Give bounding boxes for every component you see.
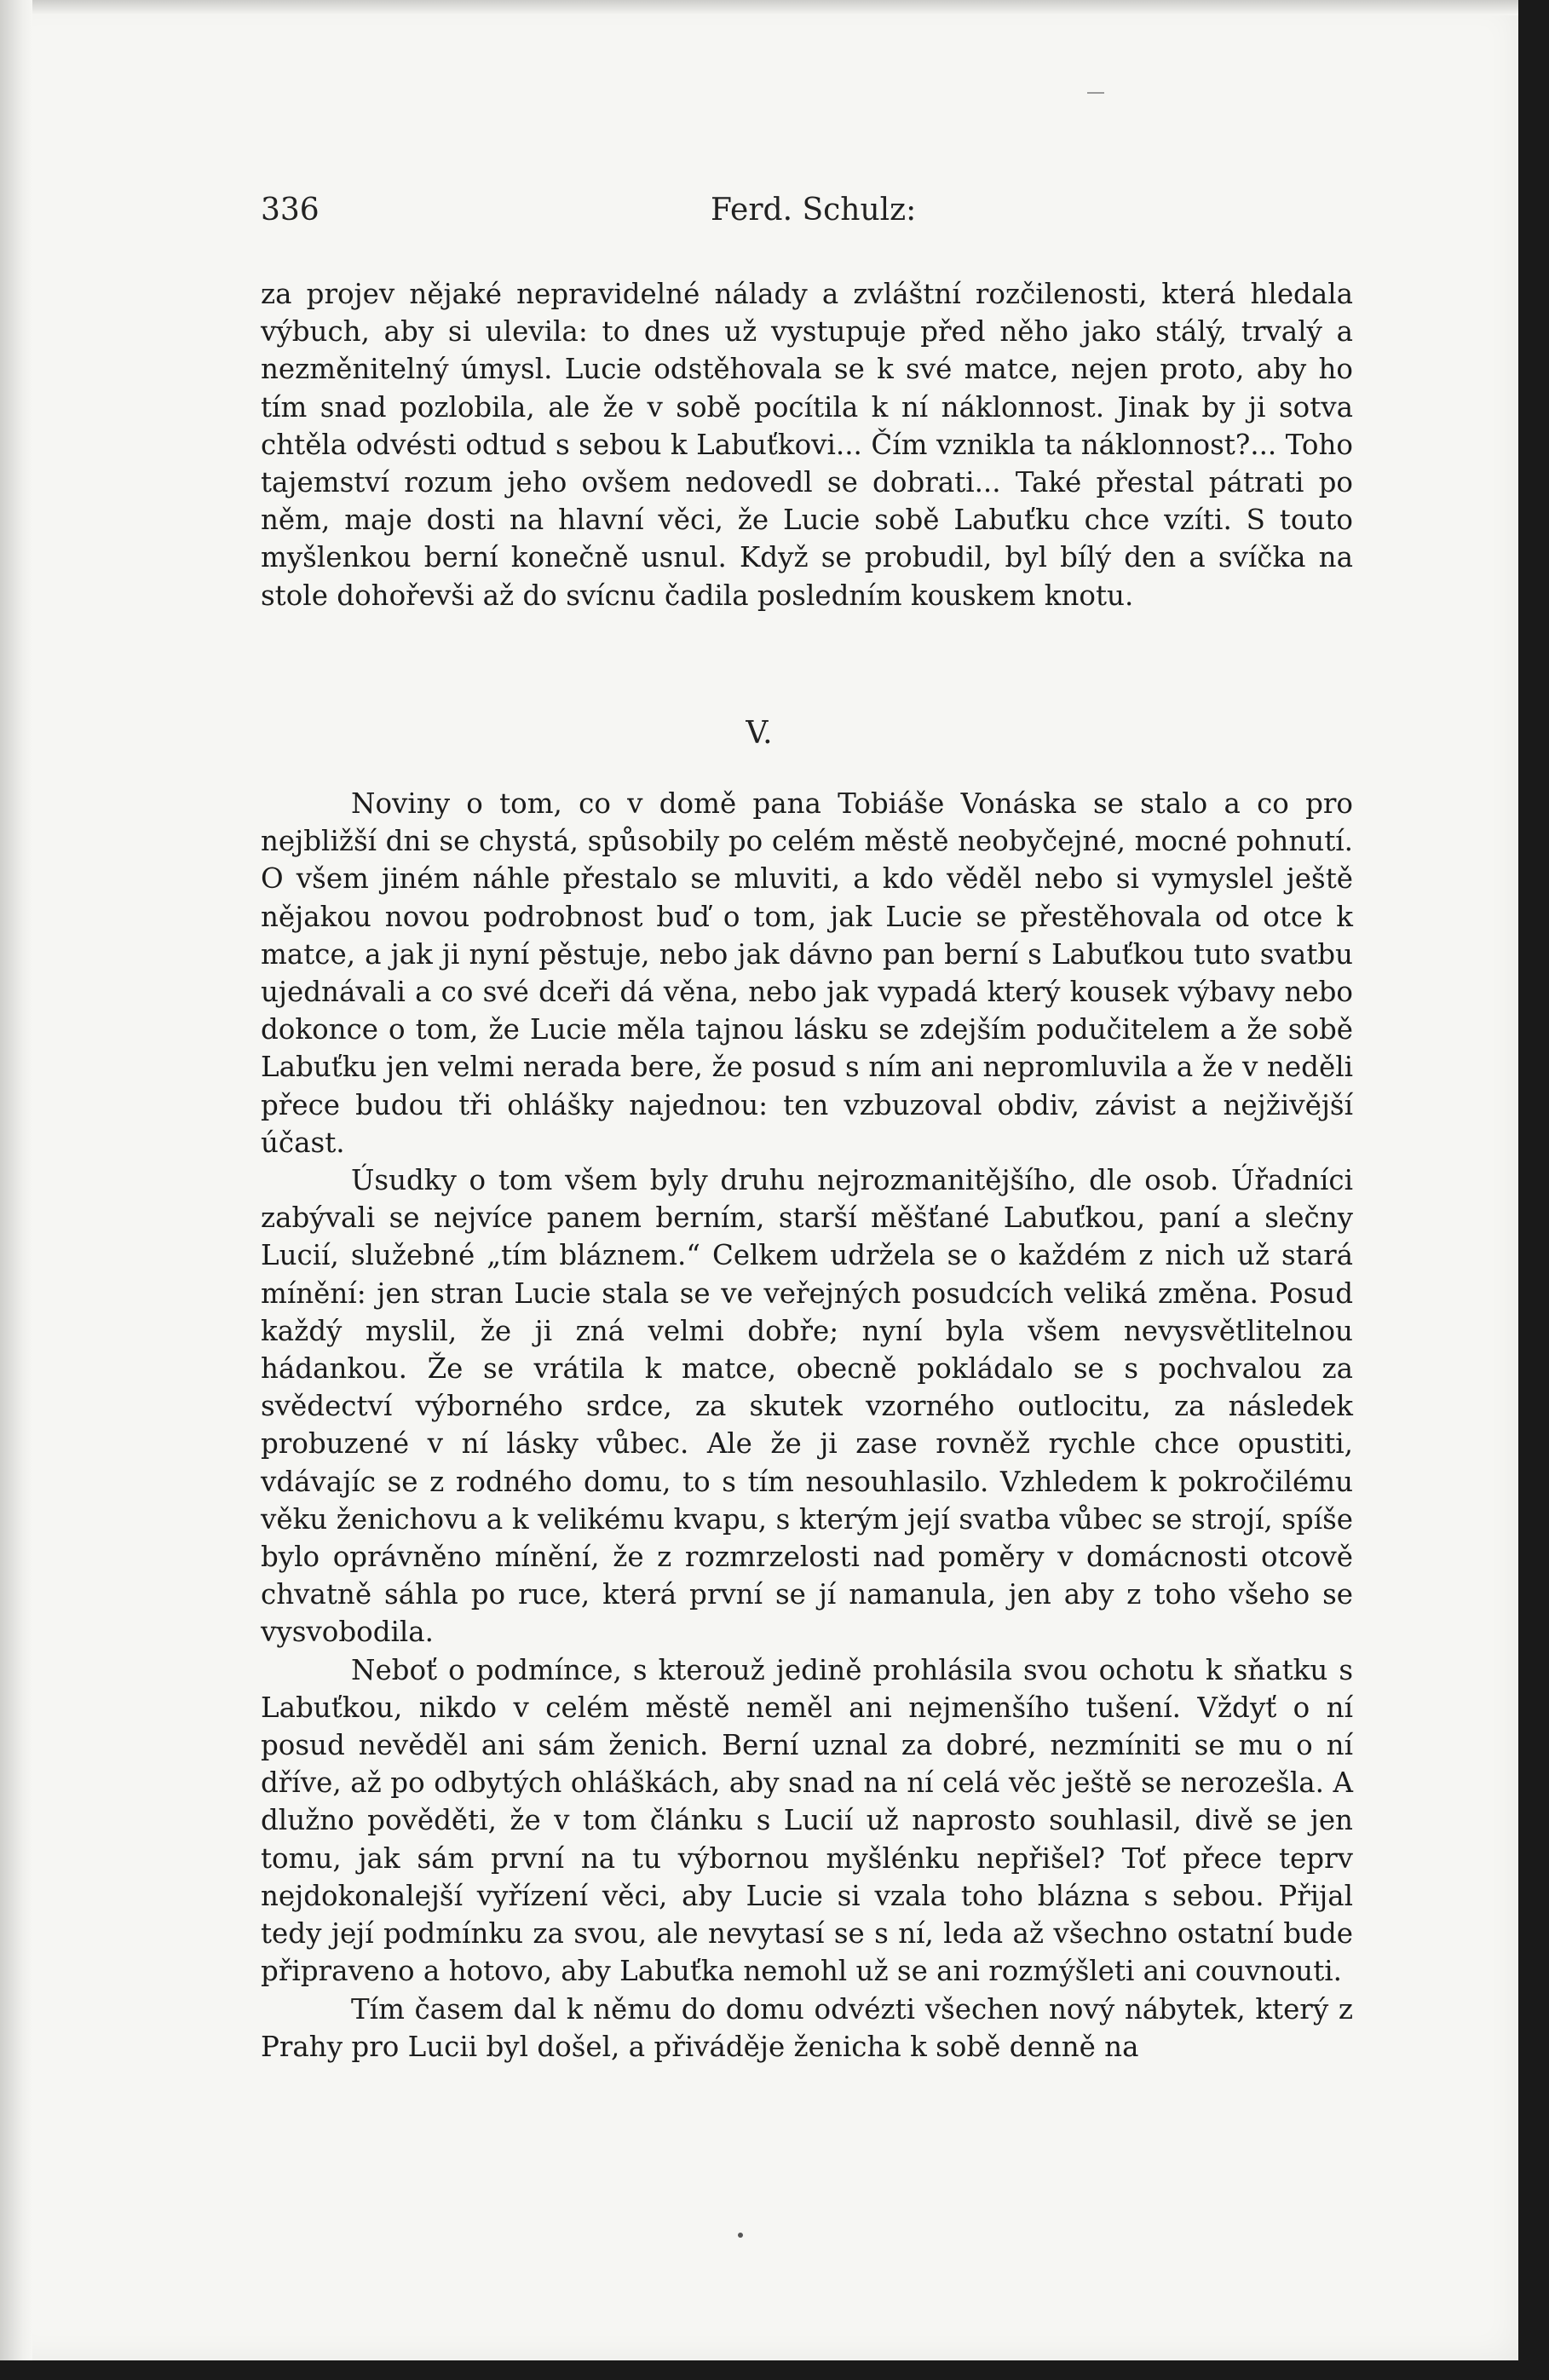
chapter-heading: V.: [746, 716, 773, 751]
paragraph: Neboť o podmínce, s kterouž jedině prohlásila svou ochotu k sňatku s Labuťkou, nikdo v celém městě neměl ani nejmenšího tušení. Vždyť o ní posud nevěděl ani sám ženich. Berní uznal za dobré, nezmíniti se mu o ní dříve, až po odbytých ohláškách, aby snad na ní celá věc ještě se nerozešla. A dlužno pověděti, že v tom článku s Lucií už naprosto souhlasil, divě se jen tomu, jak sám první na tu výbornou myšlénku nepřišel? Toť přece teprv nejdokonalejší vyřízení věci, aby Lucie si vzala toho blázna s sebou. Přijal tedy její podmínku za svou, ale nevytasí se s ní, leda až všechno ostatní bude připraveno a hotovo, aby Labuťka nemohl už se ani rozmýšleti ani couvnouti.: [261, 1653, 1353, 1988]
running-title: Ferd. Schulz:: [711, 193, 917, 228]
stray-mark: [1087, 92, 1104, 94]
scan-shadow-top: [0, 0, 1518, 15]
paragraph: Noviny o tom, co v domě pana Tobiáše Vonáska se stalo a co pro nejbližší dni se chystá, spůsobily po celém městě neobyčejné, mocné pohnutí. O všem jiném náhle přestalo se mluviti, a kdo věděl nebo si vymyslel ještě nějakou novou podrobnost buď o tom, jak Lucie se přestěhovala od otce k matce, a jak ji nyní pěstuje, nebo jak dávno pan berní s Labuťkou tuto svatbu ujednávali a co své dceři dá věna, nebo jak vypadá který kousek výbavy nebo dokonce o tom, že Lucie měla tajnou lásku se zdejším podučitelem a že sobě Labuťku jen velmi nerada bere, že posud s ním ani nepromluvila a že v neděli přece budou tři ohlášky najednou: ten vzbuzoval obdiv, závist a nejživější účast.: [261, 787, 1353, 1159]
running-head: [261, 193, 1351, 235]
page-number: 336: [261, 193, 320, 228]
paragraph: za projev nějaké nepravidelné nálady a zvláštní rozčilenosti, která hledala výbuch, aby si ulevila: to dnes už vystupuje před něho jako stálý, trvalý a nezměnitelný úmysl. Lucie odstěhovala se k své matce, nejen proto, aby ho tím snad pozlobila, ale že v sobě pocítila k ní náklonnost. Jinak by ji sotva chtěla odvésti odtud s sebou k Labuťkovi... Čím vznikla ta náklonnost?... Toho tajemství rozum jeho ovšem nedovedl se dobrati... Také přestal pátrati po něm, maje dosti na hlavní věci, že Lucie sobě Labuťku chce vzíti. S touto myšlenkou berní konečně usnul. Když se probudil, byl bílý den a svíčka na stole dohořevši až do svícnu čadila posledním kouskem knotu.: [261, 278, 1353, 612]
paragraph: Tím časem dal k němu do domu odvézti všechen nový nábytek, který z Prahy pro Lucii byl došel, a přiváděje ženicha k sobě denně na: [261, 1992, 1353, 2063]
paragraph: Úsudky o tom všem byly druhu nejrozmanitějšího, dle osob. Úřadníci zabývali se nejvíce panem berním, starší měšťané Labuťkou, paní a slečny Lucií, služebné „tím bláznem.“ Celkem udržela se o každém z nich už stará mínění: jen stran Lucie stala se ve veřejných posudcích veliká změna. Posud každý myslil, že ji zná velmi dobře; nyní byla všem nevysvětlitelnou hádankou. Že se vrátila k matce, obecně pokládalo se s pochvalou za svědectví výborného srdce, za skutek vzorného outlocitu, za následek probuzené v ní lásky vůbec. Ale že ji zase rovněž rychle chce opustiti, vdávajíc se z rodného domu, to s tím nesouhlasilo. Vzhledem k pokročilému věku ženichovu a k velikému kvapu, s kterým její svatba vůbec se strojí, spíše bylo oprávněno mínění, že z rozmrzelosti nad poměry v domácnosti otcově chvatně sáhla po ruce, která první se jí namanula, jen aby z toho všeho se vysvobodila.: [261, 1164, 1353, 1649]
text-block-after-chapter: [261, 785, 1353, 2066]
print-speck: [738, 2233, 743, 2238]
text-block-before-chapter: [261, 275, 1353, 614]
scan-shadow-left: [0, 0, 32, 2360]
